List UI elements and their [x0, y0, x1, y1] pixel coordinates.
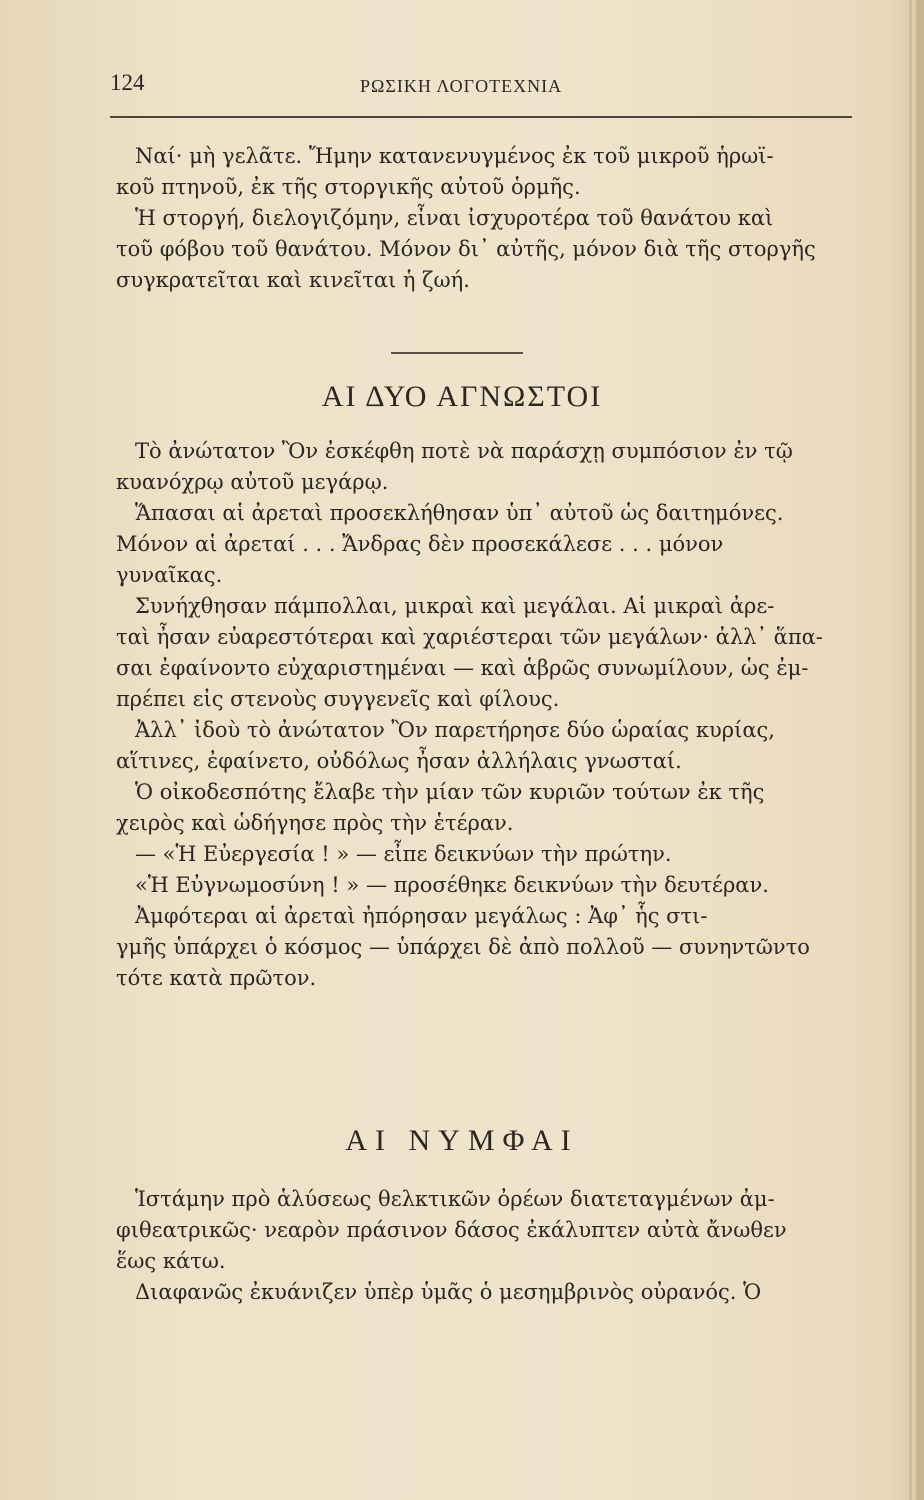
text-line: Ἀμφότεραι αἱ ἀρεταὶ ἠπόρησαν μεγάλως : Ἀφ᾿ ἧς στι-	[135, 904, 708, 928]
text-line: γυναῖκας.	[116, 563, 223, 587]
text-line: σαι ἐφαίνοντο εὐχαριστημέναι — καὶ ἁβρῶς συνωμίλουν, ὡς ἐμ-	[116, 656, 809, 680]
header-rule	[110, 116, 852, 118]
text-line: Ἅπασαι αἱ ἀρεταὶ προσεκλήθησαν ὑπ᾿ αὐτοῦ ὡς δαιτημόνες.	[135, 501, 784, 525]
page-edge-shadow	[909, 0, 912, 1500]
section-title: ΑΙ ΔΥΟ ΑΓΝΩΣΤΟΙ	[321, 380, 603, 413]
text-line: Μόνον αἱ ἀρεταί . . . Ἄνδρας δὲν προσεκάλεσε . . . μόνον	[116, 532, 724, 556]
text-line: Συνήχθησαν πάμπολλαι, μικραὶ καὶ μεγάλαι. Αἱ μικραὶ ἀρε-	[135, 594, 775, 618]
text-line: πρέπει εἰς στενοὺς συγγενεῖς καὶ φίλους.	[116, 687, 560, 711]
text-line: συγκρατεῖται καὶ κινεῖται ἡ ζωή.	[116, 268, 470, 292]
text-line: χειρὸς καὶ ὡδήγησε πρὸς τὴν ἑτέραν.	[116, 811, 514, 835]
text-line: γμῆς ὑπάρχει ὁ κόσμος — ὑπάρχει δὲ ἀπὸ πολλοῦ — συνηντῶντο	[116, 935, 810, 959]
intro-text	[116, 141, 848, 296]
page-number: 124	[110, 70, 145, 95]
text-line: τότε κατὰ πρῶτον.	[116, 966, 317, 990]
text-line: κοῦ πτηνοῦ, ἐκ τῆς στοργικῆς αὐτοῦ ὁρμῆς.	[116, 175, 581, 199]
section-separator	[391, 352, 523, 354]
text-line: Ἱστάμην πρὸ ἁλύσεως θελκτικῶν ὀρέων διατεταγμένων ἀμ-	[135, 1187, 775, 1211]
text-line: κυανόχρῳ αὐτοῦ μεγάρῳ.	[116, 470, 389, 494]
text-line: Ναί· μὴ γελᾶτε. Ἤμην κατανενυγμένος ἐκ τοῦ μικροῦ ἡρωϊ-	[135, 144, 774, 168]
text-line: ἕως κάτω.	[116, 1249, 226, 1273]
text-line: Ἀλλ᾿ ἰδοὺ τὸ ἀνώτατον Ὂν παρετήρησε δύο ὡραίας κυρίας,	[135, 718, 775, 742]
section-body	[116, 1184, 848, 1308]
text-line: — «Ἡ Εὐεργεσία ! » — εἶπε δεικνύων τὴν πρώτην.	[135, 842, 672, 866]
page-edge	[916, 0, 924, 1500]
text-line: Τὸ ἀνώτατον Ὂν ἐσκέφθη ποτὲ νὰ παράσχῃ συμπόσιον ἐν τῷ	[135, 439, 793, 463]
text-line: Ἡ στοργή, διελογιζόμην, εἶναι ἰσχυροτέρα τοῦ θανάτου καὶ	[135, 206, 774, 230]
section-body	[116, 436, 848, 994]
section-title: ΑΙ ΝΥΜΦΑΙ	[345, 1124, 579, 1157]
text-line: «Ἡ Εὐγνωμοσύνη ! » — προσέθηκε δεικνύων τὴν δευτέραν.	[135, 873, 769, 897]
text-line: φιθεατρικῶς· νεαρὸν πράσινον δάσος ἐκάλυπτεν αὐτὰ ἄνωθεν	[116, 1218, 787, 1242]
text-line: Διαφανῶς ἐκυάνιζεν ὑπὲρ ὑμᾶς ὁ μεσημβρινὸς οὐρανός. Ὁ	[135, 1280, 762, 1304]
text-line: Ὁ οἰκοδεσπότης ἔλαβε τὴν μίαν τῶν κυριῶν τούτων ἐκ τῆς	[135, 780, 765, 804]
running-title: ΡΩΣΙΚΗ ΛΟΓΟΤΕΧΝΙΑ	[360, 76, 563, 96]
text-line: αἵτινες, ἐφαίνετο, οὐδόλως ἦσαν ἀλλήλαις γνωσταί.	[116, 749, 682, 773]
page-header	[110, 70, 850, 110]
text-line: ταὶ ἦσαν εὐαρεστότεραι καὶ χαριέστεραι τῶν μεγάλων· ἀλλ᾿ ἅπα-	[116, 625, 823, 649]
text-line: τοῦ φόβου τοῦ θανάτου. Μόνον δι᾿ αὐτῆς, μόνον διὰ τῆς στοργῆς	[116, 237, 816, 261]
